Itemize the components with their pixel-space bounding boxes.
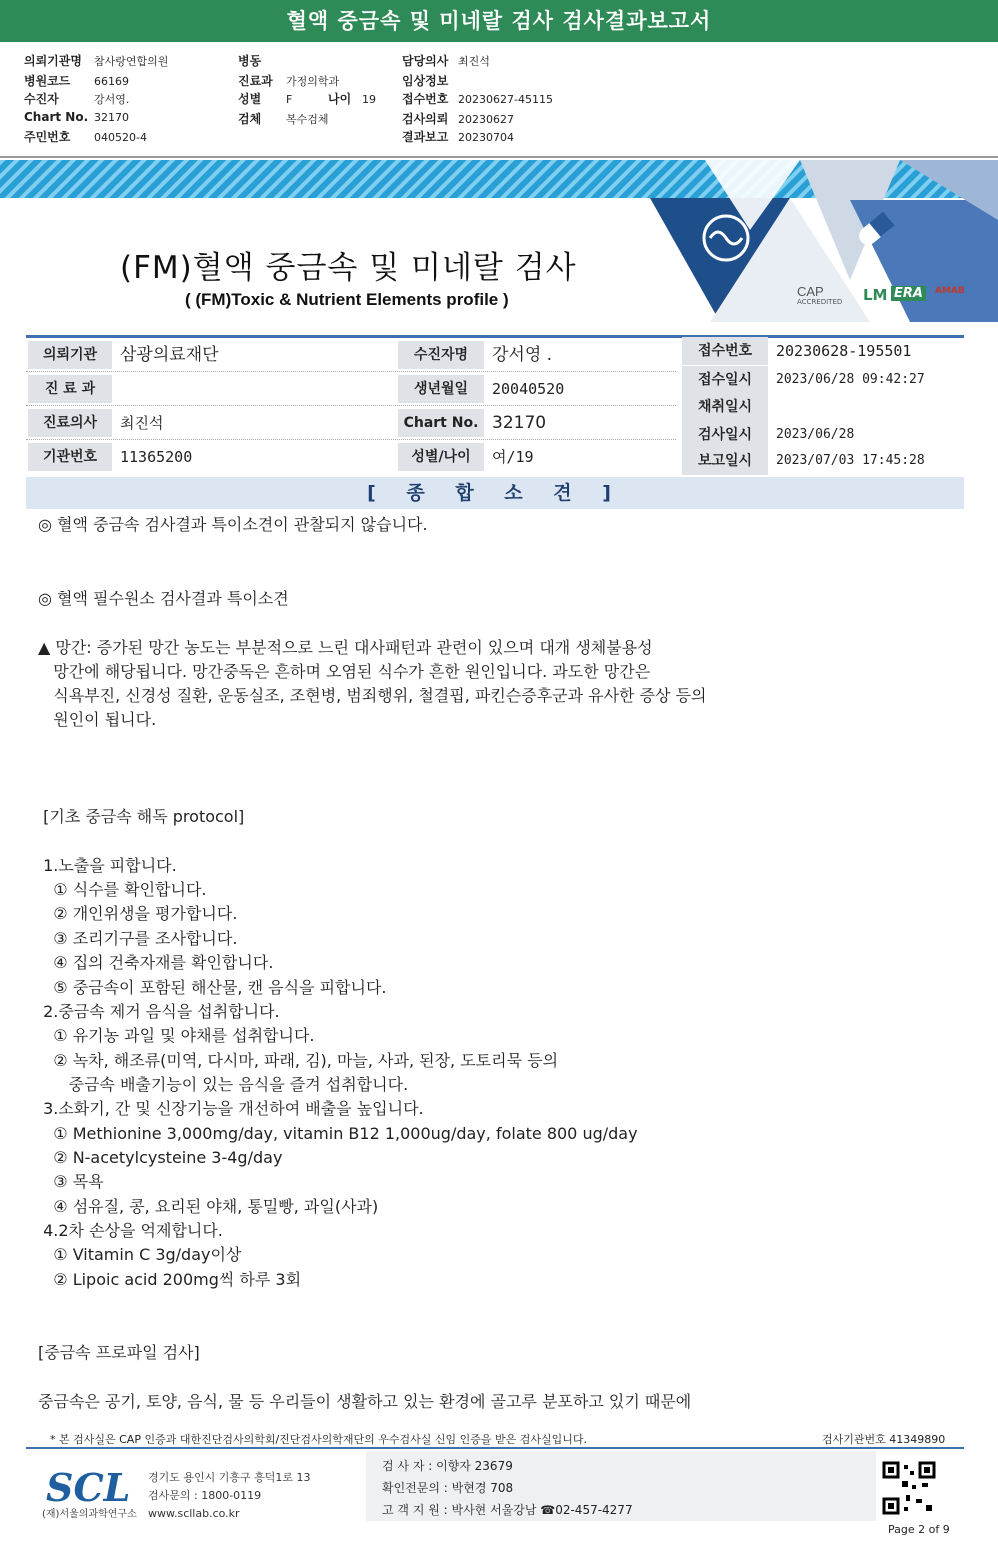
value-department — [114, 375, 394, 403]
value-receipt-no: 20230628-195501 — [776, 342, 912, 360]
value-test-time: 2023/06/28 — [776, 427, 855, 442]
meta-row: 성별 F 나이 19 — [238, 92, 376, 106]
value-institution: 삼광의료재단 — [120, 345, 219, 365]
era-logo: ERA — [891, 286, 926, 301]
value-patient-name: 강서영 . — [492, 345, 553, 365]
certification-note: * 본 검사실은 CAP 인증과 대한진단검사의학회/진단검사의학재단의 우수검사실 신임 인증을 받은 검사실입니다. — [50, 1433, 588, 1446]
report-title: (FM)혈액 중금속 및 미네랄 검사 — [120, 250, 577, 286]
label-sex-age: 성별/나이 — [398, 443, 484, 471]
staff-line: 고 객 지 원 : 박사현 서울강남 ☎02-457-4277 — [382, 1503, 633, 1517]
profile-text: 중금속은 공기, 토양, 음식, 물 등 우리들이 생활하고 있는 환경에 골고루 분포하고 있기 때문에 — [38, 1392, 692, 1411]
cap-logo-sub: ACCREDITED — [797, 298, 843, 306]
value-chart-no: 32170 — [492, 413, 547, 433]
protocol-line: ① 식수를 확인합니다. — [38, 880, 207, 899]
meta-row: 수진자 강서영. — [24, 92, 130, 106]
protocol-line: ③ 조리기구를 조사합니다. — [38, 929, 238, 948]
protocol-line: ① Vitamin C 3g/day이상 — [38, 1245, 242, 1264]
protocol-line: 2.중금속 제거 음식을 섭취합니다. — [38, 1002, 280, 1021]
meta-row: 병원코드 66169 — [24, 74, 129, 88]
institution-code: 검사기관번호 41349890 — [822, 1433, 946, 1446]
meta-row: 병동 — [238, 54, 262, 68]
protocol-line: ① 유기농 과일 및 야채를 섭취합니다. — [38, 1026, 315, 1045]
meta-row: 주민번호 040520-4 — [24, 130, 147, 144]
meta-row: 의뢰기관명 참사랑연합의원 — [24, 54, 169, 68]
cap-logo: CAP — [797, 284, 824, 299]
label-org-number: 기관번호 — [28, 443, 112, 471]
lab-contact: 경기도 용인시 기흥구 흥덕1로 13 검사문의 : 1800-0119 www.scllab.co.kr — [148, 1471, 311, 1520]
staff-line: 확인전문의 : 박현경 708 — [382, 1481, 514, 1495]
summary-line: 식욕부진, 신경성 질환, 운동실조, 조현병, 범죄행위, 철결핍, 파킨슨증후군과 유사한 증상 등의 — [38, 686, 707, 705]
staff-box — [366, 1451, 876, 1521]
meta-row: 임상정보 — [402, 74, 449, 88]
value-report-time: 2023/07/03 17:45:28 — [776, 453, 925, 468]
value-doctor: 최진석 — [120, 414, 164, 432]
protocol-line: 3.소화기, 간 및 신장기능을 개선하여 배출을 높입니다. — [38, 1099, 424, 1118]
protocol-line: 1.노출을 피합니다. — [38, 856, 177, 875]
protocol-line: ② 녹차, 해조류(미역, 다시마, 파래, 김), 마늘, 사과, 된장, 도토리묵 등의 — [38, 1051, 559, 1070]
staff-line: 검 사 자 : 이향자 23679 — [382, 1459, 513, 1473]
protocol-line: 4.2차 손상을 억제합니다. — [38, 1221, 223, 1240]
label-receipt-no: 접수번호 — [682, 337, 768, 365]
scl-logo: SCL — [46, 1465, 131, 1510]
label-doctor: 진료의사 — [28, 409, 112, 437]
profile-heading: [중금속 프로파일 검사] — [38, 1343, 200, 1362]
value-birthdate: 20040520 — [492, 380, 565, 398]
summary-line: ◎ 혈액 중금속 검사결과 특이소견이 관찰되지 않습니다. — [38, 515, 428, 534]
label-receipt-time: 접수일시 — [682, 366, 768, 394]
label-chart-no: Chart No. — [398, 409, 484, 437]
lm-logo: LM — [863, 286, 888, 304]
meta-row: 담당의사 최진석 — [402, 54, 490, 68]
label-collection-time: 채취일시 — [682, 393, 768, 421]
summary-line: 망간에 해당됩니다. 망간중독은 흔하며 오염된 식수가 흔한 원인입니다. 과도한 망간은 — [38, 662, 651, 681]
protocol-line: ③ 목욕 — [38, 1172, 104, 1191]
page-number: Page 2 of 9 — [888, 1523, 950, 1536]
report-header-title: 혈액 중금속 및 미네랄 검사 검사결과보고서 — [0, 0, 998, 42]
meta-row: 진료과 가정의학과 — [238, 74, 340, 88]
protocol-line: ⑤ 중금속이 포함된 해산물, 캔 음식을 피합니다. — [38, 978, 387, 997]
summary-line: ◎ 혈액 필수원소 검사결과 특이소견 — [38, 589, 289, 608]
amab-logo: AMAB — [935, 286, 965, 296]
accreditation-logos — [797, 280, 967, 314]
protocol-heading: [기초 중금속 해독 protocol] — [38, 807, 245, 826]
label-department: 진 료 과 — [28, 375, 112, 403]
summary-line: ▲ 망간: 증가된 망간 농도는 부분적으로 느린 대사패턴과 관련이 있으며 대개 생체불용성 — [38, 638, 653, 657]
protocol-line: ② Lipoic acid 200mg씩 하루 3회 — [38, 1270, 302, 1289]
protocol-line: ② 개인위생을 평가합니다. — [38, 904, 238, 923]
protocol-line: ② N-acetylcysteine 3-4g/day — [38, 1148, 283, 1167]
report-meta — [0, 42, 998, 158]
value-org-number: 11365200 — [120, 448, 193, 466]
protocol-line: ① Methionine 3,000mg/day, vitamin B12 1,000ug/day, folate 800 ug/day — [38, 1124, 638, 1143]
protocol-line: 중금속 배출기능이 있는 음식을 즐겨 섭취합니다. — [38, 1075, 409, 1094]
summary-line: 원인이 됩니다. — [38, 710, 157, 729]
label-test-time: 검사일시 — [682, 421, 768, 449]
qr-code-icon — [882, 1461, 936, 1515]
meta-row: Chart No. 32170 — [24, 110, 129, 124]
value-sex-age: 여/19 — [492, 448, 534, 466]
value-collection-time — [770, 393, 964, 421]
scl-name: (재)서울의과학연구소 — [42, 1509, 137, 1520]
summary-heading: [ 종 합 소 견 ] — [26, 477, 964, 509]
protocol-line: ④ 섬유질, 콩, 요리된 야채, 통밀빵, 과일(사과) — [38, 1197, 379, 1216]
label-institution: 의뢰기관 — [28, 341, 112, 369]
label-birthdate: 생년월일 — [398, 375, 484, 403]
meta-row: 검체 복수검체 — [238, 112, 329, 126]
protocol-line: ④ 집의 건축자재를 확인합니다. — [38, 953, 274, 972]
meta-row: 접수번호 20230627-45115 — [402, 92, 553, 106]
value-receipt-time: 2023/06/28 09:42:27 — [776, 372, 925, 387]
label-report-time: 보고일시 — [682, 447, 768, 475]
report-subtitle: ( (FM)Toxic & Nutrient Elements profile ) — [185, 290, 509, 309]
label-patient-name: 수진자명 — [398, 341, 484, 369]
meta-row: 검사의뢰 20230627 — [402, 112, 514, 126]
meta-row: 결과보고 20230704 — [402, 130, 514, 144]
